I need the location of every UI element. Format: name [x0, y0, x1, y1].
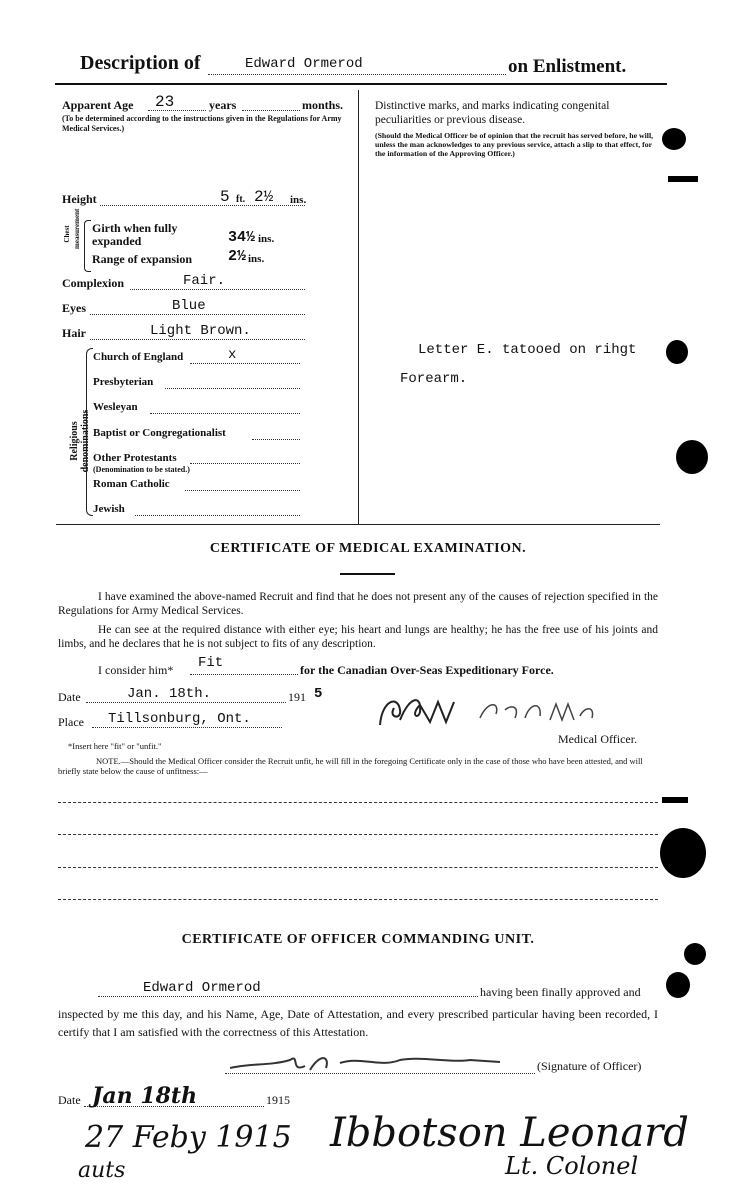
- marks-line-2: Forearm.: [400, 371, 468, 387]
- medical-para-1: I have examined the above-named Recruit and find that he does not present any of the causes of rejection specified in the Regulations for Army Medical Services.: [58, 591, 658, 617]
- consider-prefix: I consider him*: [98, 663, 174, 677]
- officer-cert-name: Edward Ormerod: [143, 980, 261, 996]
- religion-baptist: Baptist or Congregationalist: [93, 427, 226, 439]
- unfit-note: NOTE.—Should the Medical Officer consider the Recruit unfit, he will fill in the foregoing Certificate only in the case of those who have been attested, and will briefly state below the cause of unfitness:—: [58, 756, 643, 776]
- handwritten-rank: Lt. Colonel: [505, 1152, 639, 1180]
- height-feet: 5: [220, 188, 230, 206]
- age-label: Apparent Age: [62, 98, 134, 112]
- unfit-line-4: [58, 899, 658, 900]
- medical-title: CERTIFICATE OF MEDICAL EXAMINATION.: [209, 541, 527, 556]
- officer-text-1: having been finally approved and: [480, 985, 641, 999]
- religion-church-of-england-mark: x: [228, 347, 237, 363]
- scan-artifact: [668, 176, 698, 182]
- range-value: 2½: [228, 248, 247, 265]
- marks-note: (Should the Medical Officer be of opinion that the recruit has served before, he will, unless the man acknowledges to any previous service, attach a slip to that effect, for the information of the Approving Officer.): [375, 131, 654, 158]
- age-years-label: years: [209, 98, 237, 112]
- height-in-unit: ins.: [290, 194, 307, 206]
- religion-jewish: Jewish: [93, 503, 125, 515]
- height-ft-unit: ft.: [236, 194, 246, 205]
- scan-artifact: [676, 440, 708, 474]
- medical-year-prefix: 191: [288, 690, 306, 704]
- medical-year-digit: 5: [314, 686, 323, 702]
- medical-date-value: Jan. 18th.: [127, 686, 212, 702]
- handwritten-name: Ibbotson Leonard: [330, 1110, 689, 1156]
- girth-unit: ins.: [258, 233, 275, 245]
- scan-artifact: [662, 128, 686, 150]
- hair-value: Light Brown.: [150, 323, 251, 339]
- header-name: Edward Ormerod: [245, 56, 363, 72]
- unfit-line-3: [58, 867, 658, 868]
- header-suffix: on Enlistment.: [508, 56, 627, 77]
- height-label: Height: [62, 192, 97, 206]
- handwritten-date: 27 Feby 1915: [85, 1120, 292, 1155]
- range-unit: ins.: [248, 253, 265, 265]
- religion-brace: [86, 348, 93, 516]
- medical-date-label: Date: [58, 690, 81, 704]
- eyes-label: Eyes: [62, 301, 86, 315]
- unfit-line-2: [58, 834, 658, 835]
- religion-church-of-england: Church of England: [93, 351, 184, 363]
- medical-para-2: He can see at the required distance with either eye; his heart and lungs are healthy; he has the free use of his joints and limbs, and he declares that he is not subject to fits of any description.: [58, 624, 658, 650]
- range-label: Range of expansion: [92, 252, 193, 266]
- age-value: 23: [155, 93, 175, 111]
- chest-label: Chest measurement: [63, 208, 81, 249]
- religion-roman-catholic: Roman Catholic: [93, 478, 170, 490]
- marks-label: Distinctive marks, and marks indicating congenital peculiarities or previous disease.: [375, 100, 610, 126]
- girth-label: Girth when fully expanded: [92, 221, 178, 248]
- hair-label: Hair: [62, 326, 86, 340]
- medical-place-value: Tillsonburg, Ont.: [108, 711, 251, 727]
- officer-sig-label: (Signature of Officer): [537, 1059, 642, 1073]
- age-note: (To be determined according to the instructions given in the Regulations for Army Medical Services.): [62, 114, 342, 133]
- consider-value: Fit: [198, 655, 224, 671]
- medical-officer-signature: [370, 690, 630, 735]
- scan-artifact: [684, 943, 706, 965]
- girth-value: 34½: [228, 229, 256, 246]
- age-months-label: months.: [302, 98, 344, 112]
- insert-note: *Insert here "fit" or "unfit.": [68, 741, 162, 751]
- height-inches: 2½: [254, 188, 274, 206]
- scan-artifact: [660, 828, 706, 878]
- officer-date-hand: Jan 18th: [92, 1083, 198, 1109]
- officer-year: 1915: [266, 1093, 290, 1107]
- unfit-line-1: [58, 802, 658, 803]
- medical-place-label: Place: [58, 715, 84, 729]
- medical-officer-label: Medical Officer.: [558, 732, 638, 746]
- handwritten-left: auts: [78, 1158, 126, 1183]
- religion-other-note: (Denomination to be stated.): [93, 465, 190, 474]
- marks-line-1: Letter E. tatooed on rihgt: [418, 342, 637, 358]
- religion-label: Religious denominations: [69, 409, 91, 473]
- eyes-value: Blue: [172, 298, 206, 314]
- scan-artifact: [666, 340, 688, 364]
- scan-artifact: [662, 797, 688, 803]
- scan-artifact: [666, 972, 690, 998]
- officer-text-2: inspected by me this day, and his Name, Age, Date of Attestation, and every prescribed particular having been recorded, I certify that I am satisfied with the correctness of this Attestation.: [58, 1007, 658, 1039]
- consider-suffix: for the Canadian Over-Seas Expeditionary Force.: [300, 663, 554, 677]
- religion-other-protestants: Other Protestants: [93, 452, 177, 464]
- complexion-value: Fair.: [183, 273, 226, 289]
- header-prefix: Description of: [80, 52, 201, 74]
- officer-title: CERTIFICATE OF OFFICER COMMANDING UNIT.: [181, 932, 535, 947]
- chest-brace: [84, 220, 91, 272]
- officer-date-label: Date: [58, 1093, 81, 1107]
- religion-wesleyan: Wesleyan: [93, 401, 138, 413]
- complexion-label: Complexion: [62, 276, 125, 290]
- religion-presbyterian: Presbyterian: [93, 376, 154, 388]
